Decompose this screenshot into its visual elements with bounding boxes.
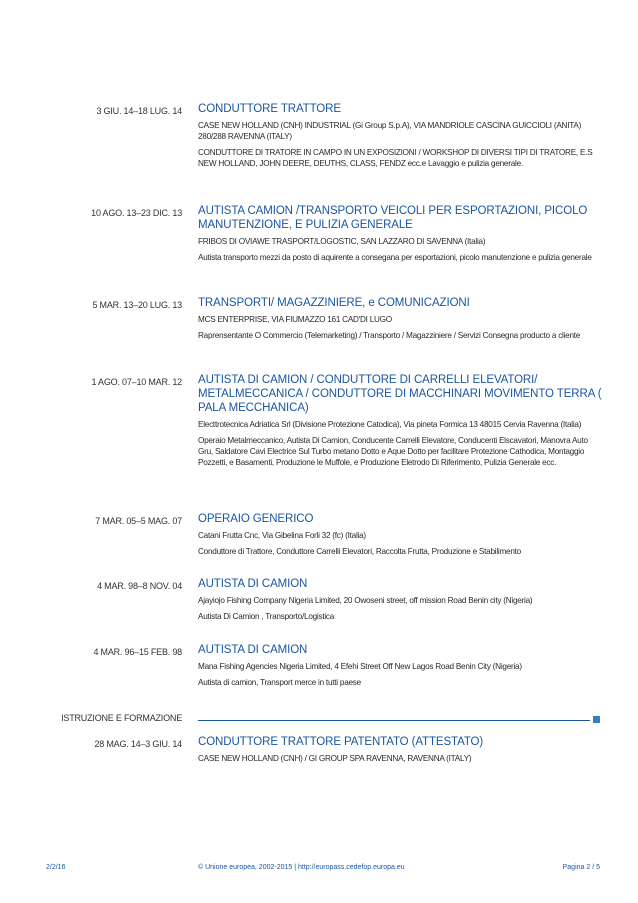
entry-title: AUTISTA DI CAMION <box>198 644 308 656</box>
entry-employer: MCS ENTERPRISE, VIA FIUMAZZO 161 CAD'DI LUGO <box>198 315 392 324</box>
entry-date: 5 MAR. 13–20 LUG. 13 <box>92 300 182 310</box>
entry-institution: CASE NEW HOLLAND (CNH) / GI GROUP SPA RAVENNA, RAVENNA (ITALY) <box>198 754 472 763</box>
entry-title: AUTISTA CAMION /TRANSPORTO VEICOLI PER ESPORTAZIONI, PICOLO MANUTENZIONE, E PULIZIA GENERALE <box>198 205 588 231</box>
entry-description: Autista Di Camion , Transporto/Logistica <box>198 612 335 621</box>
entry-title: TRANSPORTI/ MAGAZZINIERE, e COMUNICAZIONI <box>198 297 470 309</box>
entry-date: 3 GIU. 14–18 LUG. 14 <box>96 106 182 116</box>
entry-description: CONDUTTORE DI TRATORE IN CAMPO IN UN EXPOSIZIONI / WORKSHOP DI DIVERSI TIPI DI TRATORE, E.S NEW HOLLAND, JOHN DEERE, DEUTHS, CLASS, FENDZ ecc.e Lavaggio e pulizia generale. <box>198 148 593 168</box>
entry-date: 28 MAG. 14–3 GIU. 14 <box>94 739 182 749</box>
entry-employer: CASE NEW HOLLAND (CNH) INDUSTRIAL (Gi Group S.p.A), VIA MANDRIOLE CASCINA GUICCIOLI (ANITA) 280/288 RAVENNA (ITALY) <box>198 121 582 141</box>
entry-title: OPERAIO GENERICO <box>198 513 314 525</box>
entry-date: 7 MAR. 05–5 MAG. 07 <box>95 516 182 526</box>
entry-employer: Mana Fishing Agencies Nigeria Limited, 4 Efehi Street Off New Lagos Road Benin City (Nigeria) <box>198 662 522 671</box>
entry-date: 4 MAR. 98–8 NOV. 04 <box>97 581 182 591</box>
entry-description: Autista transporto mezzi da posto di aquirente a consegana per esportazioni, picolo manutenzione e pulizia generale <box>198 253 592 262</box>
section-label: ISTRUZIONE E FORMAZIONE <box>61 713 182 723</box>
entry-description: Operaio Metalmeccanico, Autista Di Camion, Conducente Carrelli Elevatore, Conducenti Elscavatori, Manovra Auto Gru, Saldatore Cavi Electrice Sul Turbo metano Dotto e Aque Dotto per facilitare Protezione Cathodica, Montaggio Pozzetti, e Basamenti, Produzione le Muffole, e Produzione Eletrodo Di Riferimento, Pulizia Generale ecc. <box>198 436 588 467</box>
entry-date: 10 AGO. 13–23 DIC. 13 <box>91 208 182 218</box>
entry-employer: Electtrotecnica Adriatica Srl (Divisione Protezione Catodica), Via pineta Formica 13 48015 Cervia Ravenna (Italia) <box>198 420 582 429</box>
footer-page-number: Pagina 2 / 5 <box>562 864 600 871</box>
entry-description: Raprensentante O Commercio (Telemarketing) / Transporto / Magazziniere / Servizi Consegna producto a cliente <box>198 331 581 340</box>
section-divider <box>198 720 590 721</box>
education-section-heading <box>0 711 638 727</box>
entry-date: 4 MAR. 96–15 FEB. 98 <box>93 647 182 657</box>
entry-employer: Ajayiojo Fishing Company Nigeria Limited, 20 Owoseni street, off mission Road Benin city (Nigeria) <box>198 596 533 605</box>
entry-title: AUTISTA DI CAMION <box>198 578 308 590</box>
footer-date: 2/2/16 <box>46 864 66 871</box>
entry-description: Autista di camion, Transport merce in tutti paese <box>198 678 361 687</box>
entry-date: 1 AGO. 07–10 MAR. 12 <box>91 377 182 387</box>
entry-title: AUTISTA DI CAMION / CONDUTTORE DI CARRELLI ELEVATORI/ METALMECCANICA / CONDUTTORE DI MACCHINARI MOVIMENTO TERRA ( PALA MECCHANICA) <box>198 374 602 414</box>
entry-title: CONDUTTORE TRATTORE PATENTATO (ATTESTATO) <box>198 736 484 748</box>
entry-employer: FRIBOS DI OVIAWE TRASPORT/LOGOSTIC, SAN LAZZARO DI SAVENNA (Italia) <box>198 237 486 246</box>
entry-description: Conduttore di Trattore, Conduttore Carrelli Elevatori, Raccolta Frutta, Produzione e Stabilimento <box>198 547 521 556</box>
entry-title: CONDUTTORE TRATTORE <box>198 103 341 115</box>
section-square-icon <box>593 716 600 723</box>
footer-copyright-link[interactable]: © Unione europea, 2002-2015 | http://europass.cedefop.europa.eu <box>198 864 405 871</box>
entry-employer: Catani Frutta Cnc, Via Gibelina Forli 32 (fc) (Italia) <box>198 531 366 540</box>
